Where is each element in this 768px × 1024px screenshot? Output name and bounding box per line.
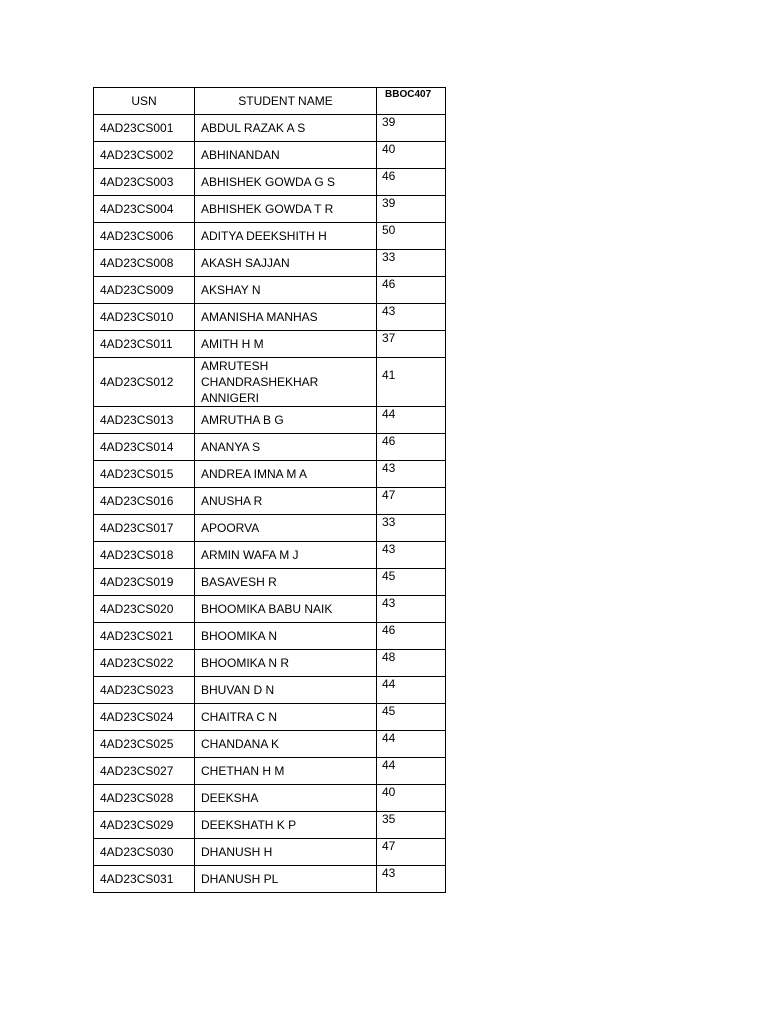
table-row [94, 569, 446, 596]
mark-cell: 40 [377, 142, 446, 169]
table-row [94, 650, 446, 677]
table-row [94, 461, 446, 488]
mark-cell: 35 [377, 812, 446, 839]
table-row [94, 812, 446, 839]
header-subject-code: BBOC407 [377, 88, 446, 115]
usn-cell: 4AD23CS025 [94, 731, 195, 758]
usn-cell: 4AD23CS008 [94, 250, 195, 277]
table-row [94, 169, 446, 196]
usn-cell: 4AD23CS031 [94, 866, 195, 893]
table-row [94, 515, 446, 542]
usn-cell: 4AD23CS010 [94, 304, 195, 331]
usn-cell: 4AD23CS006 [94, 223, 195, 250]
usn-cell: 4AD23CS023 [94, 677, 195, 704]
student-name-cell: AMRUTHA B G [195, 407, 377, 434]
mark-cell: 44 [377, 677, 446, 704]
usn-cell: 4AD23CS002 [94, 142, 195, 169]
student-name-cell: AMRUTESH CHANDRASHEKHAR ANNIGERI [195, 358, 377, 407]
mark-cell: 40 [377, 785, 446, 812]
table-row [94, 677, 446, 704]
usn-cell: 4AD23CS027 [94, 758, 195, 785]
student-name-cell: BHOOMIKA N R [195, 650, 377, 677]
mark-cell: 45 [377, 704, 446, 731]
student-name-cell: ABDUL RAZAK A S [195, 115, 377, 142]
table-row [94, 866, 446, 893]
mark-cell: 39 [377, 196, 446, 223]
table-row [94, 839, 446, 866]
table-row [94, 596, 446, 623]
mark-cell: 46 [377, 277, 446, 304]
student-name-cell: CHANDANA K [195, 731, 377, 758]
student-name-cell: CHAITRA C N [195, 704, 377, 731]
usn-cell: 4AD23CS019 [94, 569, 195, 596]
table-row [94, 142, 446, 169]
mark-cell: 43 [377, 542, 446, 569]
table-row [94, 304, 446, 331]
table-row [94, 623, 446, 650]
usn-cell: 4AD23CS004 [94, 196, 195, 223]
student-name-cell: ABHISHEK GOWDA T R [195, 196, 377, 223]
usn-cell: 4AD23CS001 [94, 115, 195, 142]
table-row [94, 785, 446, 812]
mark-cell: 43 [377, 461, 446, 488]
mark-cell: 44 [377, 731, 446, 758]
table-header-row [94, 88, 446, 115]
mark-cell: 41 [377, 358, 446, 407]
student-name-cell: CHETHAN H M [195, 758, 377, 785]
student-name-cell: BHOOMIKA BABU NAIK [195, 596, 377, 623]
student-name-cell: AKSHAY N [195, 277, 377, 304]
table-row [94, 250, 446, 277]
student-name-cell: AMANISHA MANHAS [195, 304, 377, 331]
mark-cell: 39 [377, 115, 446, 142]
usn-cell: 4AD23CS012 [94, 358, 195, 407]
mark-cell: 45 [377, 569, 446, 596]
mark-cell: 48 [377, 650, 446, 677]
mark-cell: 43 [377, 866, 446, 893]
student-name-cell: ANANYA S [195, 434, 377, 461]
mark-cell: 43 [377, 596, 446, 623]
table-row [94, 434, 446, 461]
student-name-cell: BHUVAN D N [195, 677, 377, 704]
mark-cell: 46 [377, 169, 446, 196]
mark-cell: 50 [377, 223, 446, 250]
student-name-cell: ANUSHA R [195, 488, 377, 515]
mark-cell: 46 [377, 434, 446, 461]
usn-cell: 4AD23CS015 [94, 461, 195, 488]
student-name-cell: ARMIN WAFA M J [195, 542, 377, 569]
table-row [94, 704, 446, 731]
student-name-cell: ABHISHEK GOWDA G S [195, 169, 377, 196]
usn-cell: 4AD23CS013 [94, 407, 195, 434]
usn-cell: 4AD23CS009 [94, 277, 195, 304]
student-name-cell: DHANUSH H [195, 839, 377, 866]
table-row [94, 488, 446, 515]
table-row [94, 277, 446, 304]
usn-cell: 4AD23CS020 [94, 596, 195, 623]
mark-cell: 37 [377, 331, 446, 358]
table-body [94, 115, 446, 893]
table-row [94, 758, 446, 785]
student-name-cell: APOORVA [195, 515, 377, 542]
student-name-cell: ABHINANDAN [195, 142, 377, 169]
usn-cell: 4AD23CS003 [94, 169, 195, 196]
student-name-cell: AMITH H M [195, 331, 377, 358]
table-row [94, 196, 446, 223]
student-name-cell: BASAVESH R [195, 569, 377, 596]
usn-cell: 4AD23CS028 [94, 785, 195, 812]
student-name-cell: BHOOMIKA N [195, 623, 377, 650]
student-name-cell: ADITYA DEEKSHITH H [195, 223, 377, 250]
mark-cell: 33 [377, 515, 446, 542]
usn-cell: 4AD23CS022 [94, 650, 195, 677]
usn-cell: 4AD23CS024 [94, 704, 195, 731]
usn-cell: 4AD23CS021 [94, 623, 195, 650]
usn-cell: 4AD23CS029 [94, 812, 195, 839]
usn-cell: 4AD23CS017 [94, 515, 195, 542]
usn-cell: 4AD23CS011 [94, 331, 195, 358]
student-name-cell: DEEKSHATH K P [195, 812, 377, 839]
table-row [94, 358, 446, 407]
mark-cell: 46 [377, 623, 446, 650]
mark-cell: 44 [377, 758, 446, 785]
table-row [94, 731, 446, 758]
table-row [94, 542, 446, 569]
table-row [94, 407, 446, 434]
student-name-cell: AKASH SAJJAN [195, 250, 377, 277]
mark-cell: 33 [377, 250, 446, 277]
usn-cell: 4AD23CS030 [94, 839, 195, 866]
table-row [94, 115, 446, 142]
usn-cell: 4AD23CS016 [94, 488, 195, 515]
header-student-name: STUDENT NAME [195, 88, 377, 115]
usn-cell: 4AD23CS018 [94, 542, 195, 569]
mark-cell: 44 [377, 407, 446, 434]
usn-cell: 4AD23CS014 [94, 434, 195, 461]
mark-cell: 47 [377, 488, 446, 515]
student-name-cell: DEEKSHA [195, 785, 377, 812]
student-name-cell: DHANUSH PL [195, 866, 377, 893]
student-name-cell: ANDREA IMNA M A [195, 461, 377, 488]
marks-table [93, 87, 446, 893]
header-usn: USN [94, 88, 195, 115]
mark-cell: 43 [377, 304, 446, 331]
table-row [94, 331, 446, 358]
mark-cell: 47 [377, 839, 446, 866]
table-row [94, 223, 446, 250]
